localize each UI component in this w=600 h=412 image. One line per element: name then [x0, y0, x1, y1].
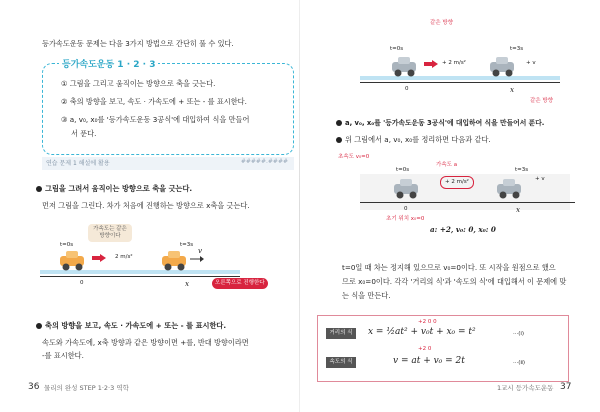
x-axis-line — [360, 202, 575, 203]
x-axis-label: x — [185, 279, 190, 288]
same-direction-callout: 가속도는 같은 방향이다 — [88, 224, 132, 242]
time-end-label: t=3s — [515, 167, 529, 173]
page-number-left: 36 — [28, 382, 40, 392]
same-direction-callout-bottom: 같은 방향 — [530, 98, 554, 104]
right-direction-callout: 오른쪽으로 진행한다 — [212, 278, 268, 289]
time-end-label: t=3s — [510, 46, 524, 52]
car-icon — [392, 178, 422, 200]
equation-box — [317, 315, 569, 382]
step1-heading: 그림을 그려서 움직이는 방향으로 축을 긋는다. — [36, 183, 192, 194]
initial-position-label: 초기 위치 x₀=0 — [386, 216, 425, 222]
car-icon — [488, 56, 518, 78]
paragraph-line2: 므로 x₀=0이다. 각각 '거리의 식'과 '속도의 식'에 대입해서 이 문제에 맞 — [342, 277, 567, 286]
method-item-3: ③ a, v₀, x₀를 '등가속도운동 3공식'에 대입하여 식을 만들어 — [61, 115, 250, 124]
eq1-sign-marks: +2 0 0 — [418, 319, 437, 325]
velocity-arrow-icon — [190, 256, 204, 262]
method-item-1: ① 그림을 그리고 움직이는 방향으로 축을 긋는다. — [61, 79, 216, 88]
time-start-label: t=0s — [390, 46, 404, 52]
footer-right: 1교시 등가속도운동 — [497, 384, 554, 392]
method-box — [42, 60, 294, 155]
velocity-label: + v — [526, 60, 536, 66]
step3-text: 위 그림에서 a, v₀, x₀를 정리하면 다음과 같다. — [336, 134, 491, 145]
equation-number-1: ···(ⅰ) — [513, 331, 525, 337]
values-summary: a: +2, v₀: 0, x₀: 0 — [430, 225, 496, 234]
acceleration-value-label: + 2 m/s² — [440, 176, 474, 189]
velocity-label: v — [198, 246, 203, 255]
method-box-title: 등가속도운동 1 · 2 · 3 — [59, 57, 158, 70]
method-item-3-cont: 서 푼다. — [71, 129, 97, 138]
intro-text: 등가속도운동 문제는 다음 3가지 방법으로 간단히 풀 수 있다. — [42, 39, 234, 48]
acceleration-arrow-icon — [92, 254, 106, 262]
velocity-equation: v = at + v₀ = 2t — [393, 356, 465, 366]
equation-number-2: ···(ⅱ) — [513, 360, 526, 366]
step2-text-line2: -를 표시한다. — [42, 351, 84, 360]
paragraph-line3: 는 식을 만든다. — [342, 291, 391, 300]
car-icon — [495, 178, 525, 200]
distance-equation: x = ½at² + v₀t + x₀ = t² — [368, 327, 476, 337]
x-axis-line — [40, 276, 240, 277]
car-icon — [160, 250, 190, 272]
origin-label: 0 — [405, 86, 409, 92]
velocity-label: + v — [535, 176, 545, 182]
acceleration-name-label: 가속도 a — [436, 162, 458, 168]
car-icon — [390, 56, 420, 78]
time-start-label: t=0s — [60, 242, 74, 248]
velocity-formula-label: 속도의 식 — [326, 357, 356, 368]
acceleration-arrow-icon — [424, 60, 438, 68]
method-item-2: ② 축의 방향을 보고, 속도 · 가속도에 + 또는 - 를 표시한다. — [61, 97, 247, 106]
step2-heading: 축의 방향을 보고, 속도 · 가속도에 + 또는 - 를 표시한다. — [36, 320, 226, 331]
step2-text-line1: 속도와 가속도에, x축 방향과 같은 방향이면 +를, 반대 방향이라면 — [42, 338, 249, 347]
x-axis-label: x — [510, 85, 515, 94]
same-direction-callout-top: 같은 방향 — [430, 20, 454, 26]
acceleration-label: 2 m/s² — [115, 254, 133, 260]
footer-left: 물리의 완성 STEP 1·2·3 역학 — [44, 384, 129, 392]
practice-band — [42, 157, 294, 170]
acceleration-label: + 2 m/s² — [442, 60, 466, 66]
distance-formula-label: 거리의 식 — [326, 328, 356, 339]
eq2-sign-marks: +2 0 — [418, 346, 432, 352]
initial-speed-label: 초속도 v₀=0 — [338, 154, 370, 160]
step3-heading: a, v₀, x₀를 '등가속도운동 3공식'에 대입하여 식을 만들어서 푼다. — [336, 118, 544, 129]
time-start-label: t=0s — [396, 167, 410, 173]
time-end-label: t=3s — [180, 242, 194, 248]
x-axis-label: x — [516, 205, 521, 214]
band-tag: 연습 문제 1 해설에 활용 — [46, 160, 110, 167]
page-number-right: 37 — [560, 382, 572, 392]
origin-label: 0 — [80, 280, 84, 286]
band-right-text: #####.#### — [240, 158, 288, 165]
car-icon — [58, 250, 88, 272]
paragraph-line1: t=0일 때 차는 정지해 있으므로 v₀=0이다. 또 시작을 원점으로 했으 — [342, 263, 556, 272]
origin-label: 0 — [404, 206, 408, 212]
x-axis-line — [360, 82, 560, 83]
step1-text: 먼저 그림을 그린다. 차가 처음에 진행하는 방향으로 x축을 긋는다. — [42, 201, 250, 210]
